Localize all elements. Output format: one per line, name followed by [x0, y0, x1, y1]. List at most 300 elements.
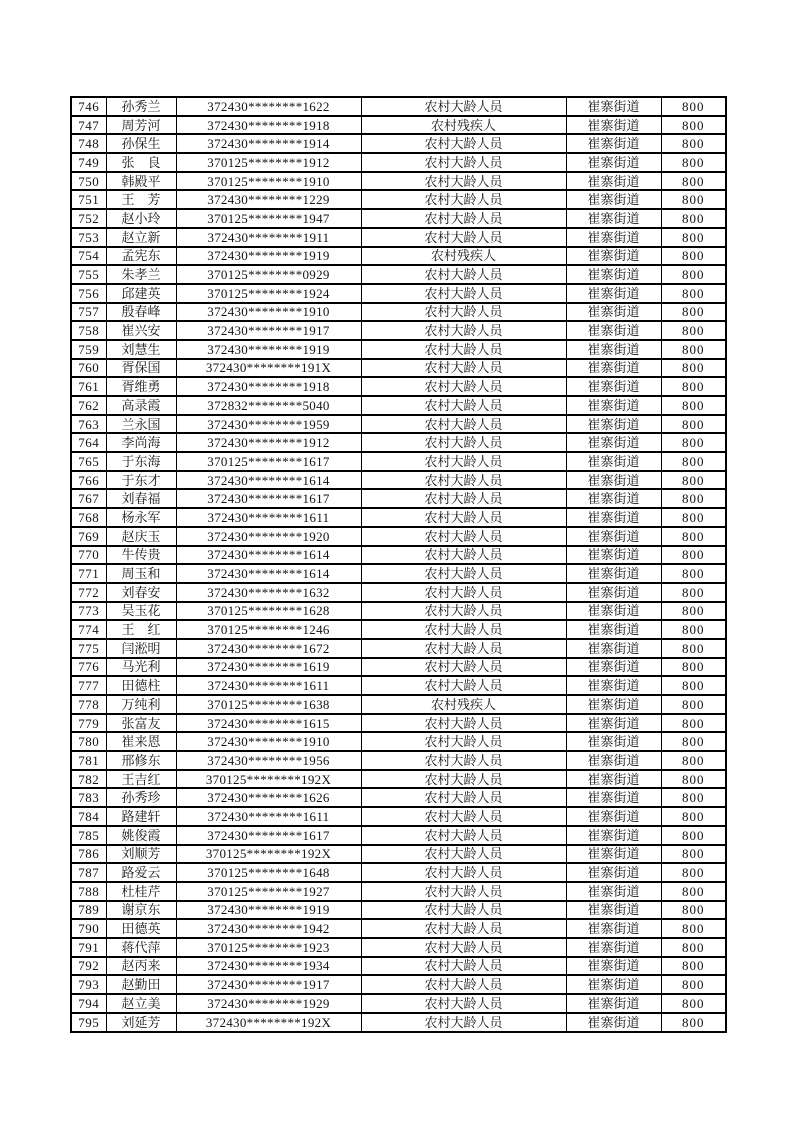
- cell-street: 崔寨街道: [566, 938, 661, 957]
- cell-seq: 784: [71, 807, 106, 826]
- cell-category: 农村大龄人员: [361, 901, 566, 920]
- cell-amount: 800: [661, 303, 726, 322]
- cell-id: 370125********1246: [176, 620, 361, 639]
- table-row: [71, 639, 726, 658]
- cell-amount: 800: [661, 676, 726, 695]
- cell-street: 崔寨街道: [566, 882, 661, 901]
- table-row: [71, 190, 726, 209]
- cell-id: 372430********1959: [176, 415, 361, 434]
- cell-name: 周芳河: [106, 116, 176, 135]
- cell-name: 殷春峰: [106, 303, 176, 322]
- cell-street: 崔寨街道: [566, 845, 661, 864]
- cell-street: 崔寨街道: [566, 415, 661, 434]
- cell-street: 崔寨街道: [566, 172, 661, 191]
- cell-id: 372430********1910: [176, 732, 361, 751]
- cell-id: 372430********1229: [176, 190, 361, 209]
- cell-seq: 772: [71, 583, 106, 602]
- cell-seq: 793: [71, 975, 106, 994]
- cell-seq: 790: [71, 919, 106, 938]
- table-row: [71, 172, 726, 191]
- cell-name: 田德英: [106, 919, 176, 938]
- cell-id: 370125********1910: [176, 172, 361, 191]
- table-row: [71, 1013, 726, 1032]
- cell-amount: 800: [661, 134, 726, 153]
- table-row: [71, 321, 726, 340]
- cell-category: 农村大龄人员: [361, 863, 566, 882]
- cell-amount: 800: [661, 247, 726, 266]
- cell-name: 于东海: [106, 452, 176, 471]
- cell-amount: 800: [661, 620, 726, 639]
- cell-amount: 800: [661, 359, 726, 378]
- cell-amount: 800: [661, 415, 726, 434]
- cell-id: 370125********192X: [176, 845, 361, 864]
- cell-amount: 800: [661, 695, 726, 714]
- cell-street: 崔寨街道: [566, 247, 661, 266]
- cell-amount: 800: [661, 788, 726, 807]
- cell-seq: 750: [71, 172, 106, 191]
- cell-name: 孙秀珍: [106, 788, 176, 807]
- cell-amount: 800: [661, 546, 726, 565]
- cell-category: 农村大龄人员: [361, 134, 566, 153]
- cell-seq: 780: [71, 732, 106, 751]
- cell-amount: 800: [661, 284, 726, 303]
- cell-seq: 766: [71, 471, 106, 490]
- cell-amount: 800: [661, 957, 726, 976]
- cell-seq: 775: [71, 639, 106, 658]
- cell-category: 农村大龄人员: [361, 602, 566, 621]
- cell-name: 李尚海: [106, 433, 176, 452]
- table-row: [71, 602, 726, 621]
- cell-amount: 800: [661, 265, 726, 284]
- cell-amount: 800: [661, 602, 726, 621]
- cell-street: 崔寨街道: [566, 658, 661, 677]
- cell-amount: 800: [661, 340, 726, 359]
- cell-category: 农村大龄人员: [361, 321, 566, 340]
- cell-amount: 800: [661, 97, 726, 116]
- cell-name: 王 芳: [106, 190, 176, 209]
- table-row: [71, 714, 726, 733]
- cell-amount: 800: [661, 190, 726, 209]
- table-row: [71, 359, 726, 378]
- cell-category: 农村大龄人员: [361, 415, 566, 434]
- cell-id: 372430********1934: [176, 957, 361, 976]
- table-row: [71, 97, 726, 116]
- table-row: [71, 788, 726, 807]
- cell-seq: 758: [71, 321, 106, 340]
- cell-name: 张 良: [106, 153, 176, 172]
- cell-id: 372430********1920: [176, 527, 361, 546]
- cell-category: 农村残疾人: [361, 116, 566, 135]
- cell-category: 农村残疾人: [361, 247, 566, 266]
- cell-category: 农村大龄人员: [361, 751, 566, 770]
- cell-id: 372430********1917: [176, 975, 361, 994]
- cell-seq: 767: [71, 489, 106, 508]
- cell-category: 农村大龄人员: [361, 658, 566, 677]
- cell-amount: 800: [661, 826, 726, 845]
- cell-name: 刘延芳: [106, 1013, 176, 1032]
- cell-street: 崔寨街道: [566, 788, 661, 807]
- cell-amount: 800: [661, 882, 726, 901]
- cell-street: 崔寨街道: [566, 919, 661, 938]
- cell-id: 372430********1914: [176, 134, 361, 153]
- cell-name: 谢京东: [106, 901, 176, 920]
- cell-seq: 754: [71, 247, 106, 266]
- cell-street: 崔寨街道: [566, 433, 661, 452]
- cell-id: 372430********1617: [176, 826, 361, 845]
- cell-street: 崔寨街道: [566, 676, 661, 695]
- cell-name: 赵丙来: [106, 957, 176, 976]
- cell-category: 农村大龄人员: [361, 97, 566, 116]
- table-row: [71, 303, 726, 322]
- table-row: [71, 116, 726, 135]
- cell-id: 372430********192X: [176, 1013, 361, 1032]
- cell-street: 崔寨街道: [566, 546, 661, 565]
- cell-id: 372430********1919: [176, 340, 361, 359]
- cell-amount: 800: [661, 901, 726, 920]
- cell-seq: 756: [71, 284, 106, 303]
- cell-seq: 783: [71, 788, 106, 807]
- cell-category: 农村大龄人员: [361, 957, 566, 976]
- cell-category: 农村大龄人员: [361, 938, 566, 957]
- cell-amount: 800: [661, 770, 726, 789]
- cell-seq: 759: [71, 340, 106, 359]
- cell-street: 崔寨街道: [566, 97, 661, 116]
- cell-name: 朱孝兰: [106, 265, 176, 284]
- cell-id: 372430********1622: [176, 97, 361, 116]
- cell-name: 刘慧生: [106, 340, 176, 359]
- cell-name: 孙秀兰: [106, 97, 176, 116]
- table-row: [71, 994, 726, 1013]
- cell-seq: 771: [71, 564, 106, 583]
- cell-seq: 751: [71, 190, 106, 209]
- cell-street: 崔寨街道: [566, 116, 661, 135]
- cell-name: 蒋代萍: [106, 938, 176, 957]
- cell-name: 路建轩: [106, 807, 176, 826]
- cell-id: 372430********1929: [176, 994, 361, 1013]
- cell-street: 崔寨街道: [566, 863, 661, 882]
- cell-category: 农村大龄人员: [361, 396, 566, 415]
- cell-id: 372430********1617: [176, 489, 361, 508]
- cell-street: 崔寨街道: [566, 228, 661, 247]
- table-row: [71, 527, 726, 546]
- cell-id: 372430********1614: [176, 471, 361, 490]
- cell-id: 372430********1919: [176, 901, 361, 920]
- cell-name: 杨永军: [106, 508, 176, 527]
- cell-seq: 768: [71, 508, 106, 527]
- cell-category: 农村大龄人员: [361, 172, 566, 191]
- cell-category: 农村大龄人员: [361, 714, 566, 733]
- table-row: [71, 209, 726, 228]
- cell-amount: 800: [661, 508, 726, 527]
- cell-seq: 763: [71, 415, 106, 434]
- cell-id: 372430********1611: [176, 508, 361, 527]
- cell-category: 农村大龄人员: [361, 882, 566, 901]
- cell-street: 崔寨街道: [566, 134, 661, 153]
- cell-street: 崔寨街道: [566, 527, 661, 546]
- cell-street: 崔寨街道: [566, 695, 661, 714]
- cell-seq: 787: [71, 863, 106, 882]
- cell-category: 农村大龄人员: [361, 919, 566, 938]
- cell-category: 农村大龄人员: [361, 732, 566, 751]
- cell-amount: 800: [661, 583, 726, 602]
- cell-name: 周玉和: [106, 564, 176, 583]
- cell-amount: 800: [661, 564, 726, 583]
- cell-id: 370125********1924: [176, 284, 361, 303]
- cell-name: 刘春安: [106, 583, 176, 602]
- table-row: [71, 471, 726, 490]
- cell-category: 农村大龄人员: [361, 788, 566, 807]
- cell-name: 于东才: [106, 471, 176, 490]
- table-row: [71, 770, 726, 789]
- cell-id: 372430********191X: [176, 359, 361, 378]
- cell-amount: 800: [661, 807, 726, 826]
- cell-name: 牛传贵: [106, 546, 176, 565]
- cell-id: 372430********1615: [176, 714, 361, 733]
- cell-id: 372430********1956: [176, 751, 361, 770]
- table-row: [71, 265, 726, 284]
- table-row: [71, 153, 726, 172]
- cell-amount: 800: [661, 116, 726, 135]
- cell-name: 闫淞明: [106, 639, 176, 658]
- cell-street: 崔寨街道: [566, 620, 661, 639]
- cell-amount: 800: [661, 471, 726, 490]
- table-row: [71, 247, 726, 266]
- cell-street: 崔寨街道: [566, 564, 661, 583]
- cell-amount: 800: [661, 377, 726, 396]
- cell-seq: 747: [71, 116, 106, 135]
- cell-name: 孟宪东: [106, 247, 176, 266]
- table-row: [71, 546, 726, 565]
- cell-name: 赵勤田: [106, 975, 176, 994]
- table-row: [71, 845, 726, 864]
- cell-category: 农村大龄人员: [361, 546, 566, 565]
- cell-category: 农村大龄人员: [361, 359, 566, 378]
- cell-street: 崔寨街道: [566, 377, 661, 396]
- cell-seq: 769: [71, 527, 106, 546]
- cell-name: 孙保生: [106, 134, 176, 153]
- cell-seq: 779: [71, 714, 106, 733]
- cell-amount: 800: [661, 845, 726, 864]
- cell-amount: 800: [661, 639, 726, 658]
- cell-seq: 786: [71, 845, 106, 864]
- cell-street: 崔寨街道: [566, 714, 661, 733]
- cell-category: 农村大龄人员: [361, 452, 566, 471]
- table-row: [71, 377, 726, 396]
- cell-street: 崔寨街道: [566, 1013, 661, 1032]
- cell-name: 赵立新: [106, 228, 176, 247]
- cell-seq: 778: [71, 695, 106, 714]
- cell-amount: 800: [661, 751, 726, 770]
- cell-seq: 765: [71, 452, 106, 471]
- table-row: [71, 863, 726, 882]
- table-row: [71, 489, 726, 508]
- cell-id: 370125********1927: [176, 882, 361, 901]
- cell-seq: 760: [71, 359, 106, 378]
- cell-street: 崔寨街道: [566, 471, 661, 490]
- cell-name: 高录霞: [106, 396, 176, 415]
- table-row: [71, 695, 726, 714]
- cell-seq: 762: [71, 396, 106, 415]
- cell-seq: 794: [71, 994, 106, 1013]
- cell-amount: 800: [661, 1013, 726, 1032]
- beneficiary-table: [70, 96, 727, 1033]
- table-row: [71, 583, 726, 602]
- cell-street: 崔寨街道: [566, 807, 661, 826]
- cell-street: 崔寨街道: [566, 359, 661, 378]
- cell-category: 农村大龄人员: [361, 676, 566, 695]
- cell-name: 胥维勇: [106, 377, 176, 396]
- cell-seq: 792: [71, 957, 106, 976]
- table-row: [71, 751, 726, 770]
- cell-amount: 800: [661, 209, 726, 228]
- cell-id: 372430********1919: [176, 247, 361, 266]
- cell-amount: 800: [661, 228, 726, 247]
- cell-seq: 785: [71, 826, 106, 845]
- cell-seq: 752: [71, 209, 106, 228]
- cell-category: 农村大龄人员: [361, 209, 566, 228]
- table-row: [71, 957, 726, 976]
- table-row: [71, 732, 726, 751]
- cell-name: 邢修东: [106, 751, 176, 770]
- cell-amount: 800: [661, 658, 726, 677]
- cell-street: 崔寨街道: [566, 190, 661, 209]
- cell-street: 崔寨街道: [566, 994, 661, 1013]
- cell-id: 372430********1672: [176, 639, 361, 658]
- cell-category: 农村大龄人员: [361, 620, 566, 639]
- cell-seq: 791: [71, 938, 106, 957]
- table-row: [71, 676, 726, 695]
- cell-amount: 800: [661, 452, 726, 471]
- cell-street: 崔寨街道: [566, 396, 661, 415]
- cell-seq: 776: [71, 658, 106, 677]
- cell-id: 372430********1614: [176, 564, 361, 583]
- cell-amount: 800: [661, 919, 726, 938]
- cell-name: 吴玉花: [106, 602, 176, 621]
- cell-name: 万纯利: [106, 695, 176, 714]
- cell-street: 崔寨街道: [566, 770, 661, 789]
- cell-street: 崔寨街道: [566, 284, 661, 303]
- cell-street: 崔寨街道: [566, 489, 661, 508]
- cell-name: 邱建英: [106, 284, 176, 303]
- table-row: [71, 882, 726, 901]
- cell-seq: 774: [71, 620, 106, 639]
- table-body: [71, 97, 726, 1032]
- cell-name: 赵小玲: [106, 209, 176, 228]
- cell-id: 372430********1918: [176, 116, 361, 135]
- cell-amount: 800: [661, 714, 726, 733]
- table-row: [71, 228, 726, 247]
- table-row: [71, 658, 726, 677]
- table-row: [71, 807, 726, 826]
- cell-street: 崔寨街道: [566, 751, 661, 770]
- table-row: [71, 975, 726, 994]
- table-row: [71, 415, 726, 434]
- cell-id: 370125********192X: [176, 770, 361, 789]
- cell-amount: 800: [661, 527, 726, 546]
- cell-category: 农村大龄人员: [361, 340, 566, 359]
- cell-street: 崔寨街道: [566, 901, 661, 920]
- cell-name: 刘顺芳: [106, 845, 176, 864]
- cell-category: 农村残疾人: [361, 695, 566, 714]
- table-row: [71, 508, 726, 527]
- cell-seq: 757: [71, 303, 106, 322]
- cell-category: 农村大龄人员: [361, 190, 566, 209]
- cell-category: 农村大龄人员: [361, 975, 566, 994]
- cell-street: 崔寨街道: [566, 639, 661, 658]
- cell-street: 崔寨街道: [566, 975, 661, 994]
- cell-name: 马光利: [106, 658, 176, 677]
- cell-category: 农村大龄人员: [361, 377, 566, 396]
- cell-category: 农村大龄人员: [361, 845, 566, 864]
- cell-id: 372430********1911: [176, 228, 361, 247]
- cell-name: 姚俊霞: [106, 826, 176, 845]
- cell-street: 崔寨街道: [566, 209, 661, 228]
- cell-street: 崔寨街道: [566, 732, 661, 751]
- cell-id: 372430********1918: [176, 377, 361, 396]
- table-row: [71, 433, 726, 452]
- cell-amount: 800: [661, 396, 726, 415]
- cell-name: 王 红: [106, 620, 176, 639]
- cell-street: 崔寨街道: [566, 602, 661, 621]
- cell-category: 农村大龄人员: [361, 639, 566, 658]
- cell-id: 370125********1648: [176, 863, 361, 882]
- cell-category: 农村大龄人员: [361, 770, 566, 789]
- cell-street: 崔寨街道: [566, 826, 661, 845]
- cell-seq: 748: [71, 134, 106, 153]
- cell-category: 农村大龄人员: [361, 471, 566, 490]
- cell-id: 370125********1617: [176, 452, 361, 471]
- cell-id: 372430********1632: [176, 583, 361, 602]
- cell-name: 路爱云: [106, 863, 176, 882]
- cell-amount: 800: [661, 938, 726, 957]
- cell-street: 崔寨街道: [566, 340, 661, 359]
- table-row: [71, 134, 726, 153]
- cell-category: 农村大龄人员: [361, 826, 566, 845]
- cell-seq: 755: [71, 265, 106, 284]
- cell-name: 崔兴安: [106, 321, 176, 340]
- cell-seq: 753: [71, 228, 106, 247]
- cell-seq: 761: [71, 377, 106, 396]
- cell-id: 372430********1611: [176, 676, 361, 695]
- cell-category: 农村大龄人员: [361, 228, 566, 247]
- table-row: [71, 340, 726, 359]
- cell-id: 370125********1628: [176, 602, 361, 621]
- cell-amount: 800: [661, 994, 726, 1013]
- table-row: [71, 620, 726, 639]
- cell-id: 370125********1912: [176, 153, 361, 172]
- cell-seq: 764: [71, 433, 106, 452]
- cell-seq: 773: [71, 602, 106, 621]
- cell-name: 刘春福: [106, 489, 176, 508]
- cell-id: 372430********1912: [176, 433, 361, 452]
- table-row: [71, 919, 726, 938]
- cell-amount: 800: [661, 153, 726, 172]
- cell-seq: 777: [71, 676, 106, 695]
- cell-street: 崔寨街道: [566, 303, 661, 322]
- cell-id: 372430********1614: [176, 546, 361, 565]
- cell-name: 杜桂芹: [106, 882, 176, 901]
- cell-category: 农村大龄人员: [361, 489, 566, 508]
- cell-category: 农村大龄人员: [361, 583, 566, 602]
- cell-category: 农村大龄人员: [361, 433, 566, 452]
- cell-street: 崔寨街道: [566, 452, 661, 471]
- table-row: [71, 396, 726, 415]
- cell-name: 王吉红: [106, 770, 176, 789]
- cell-seq: 746: [71, 97, 106, 116]
- cell-amount: 800: [661, 489, 726, 508]
- cell-name: 田德柱: [106, 676, 176, 695]
- cell-id: 372832********5040: [176, 396, 361, 415]
